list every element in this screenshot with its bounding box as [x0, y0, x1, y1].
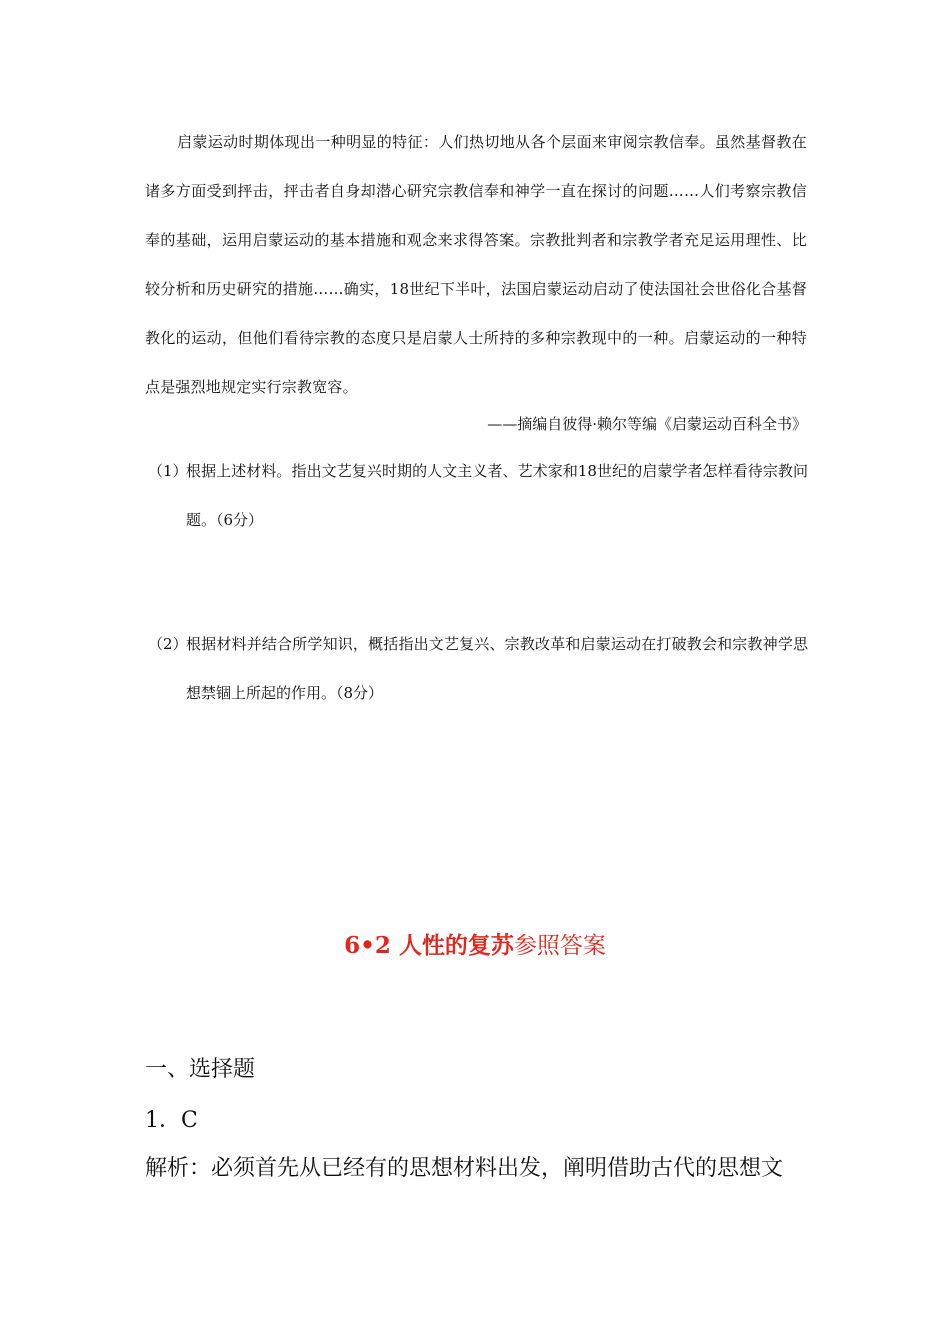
question-1	[148, 447, 808, 545]
section-heading: 一、选择题	[145, 1057, 256, 1082]
question-2	[148, 620, 808, 718]
answer-item-1: 1．C	[145, 1108, 198, 1133]
question-2-text: 根据材料并结合所学知识，概括指出文艺复兴、宗教改革和启蒙运动在打破教会和宗教神学思想禁锢上所起的作用。（8分）	[186, 635, 808, 702]
answer-explanation: 解析：必须首先从已经有的思想材料出发，阐明借助古代的思想文	[145, 1156, 784, 1181]
question-1-number: （1）	[148, 462, 188, 480]
question-2-number: （2）	[148, 635, 188, 653]
answer-key-title-bold: 6•2 人性的复苏	[344, 932, 514, 959]
source-passage: 启蒙运动时期体现出一种明显的特征：人们热切地从各个层面来审阅宗教信奉。虽然基督教在诸多方面受到抨击，抨击者自身却潜心研究宗教信奉和神学一直在探讨的问题……人们考察宗教信奉的基础，运用启蒙运动的基本措施和观念来求得答案。宗教批判者和宗教学者充足运用理性、比较分析和历史研究的措施……确实，18世纪下半叶，法国启蒙运动启动了使法国社会世俗化合基督教化的运动，但他们看待宗教的态度只是启蒙人士所持的多种宗教现中的一种。启蒙运动的一种特点是强烈地规定实行宗教宽容。	[145, 133, 807, 396]
answer-key-title-rest: 参照答案	[513, 933, 606, 959]
answer-key-title	[0, 928, 950, 964]
question-1-text: 根据上述材料。指出文艺复兴时期的人文主义者、艺术家和18世纪的启蒙学者怎样看待宗教问题。（6分）	[186, 462, 808, 529]
passage-citation: ——摘编自彼得·赖尔等编《启蒙运动百科全书》	[487, 415, 807, 433]
